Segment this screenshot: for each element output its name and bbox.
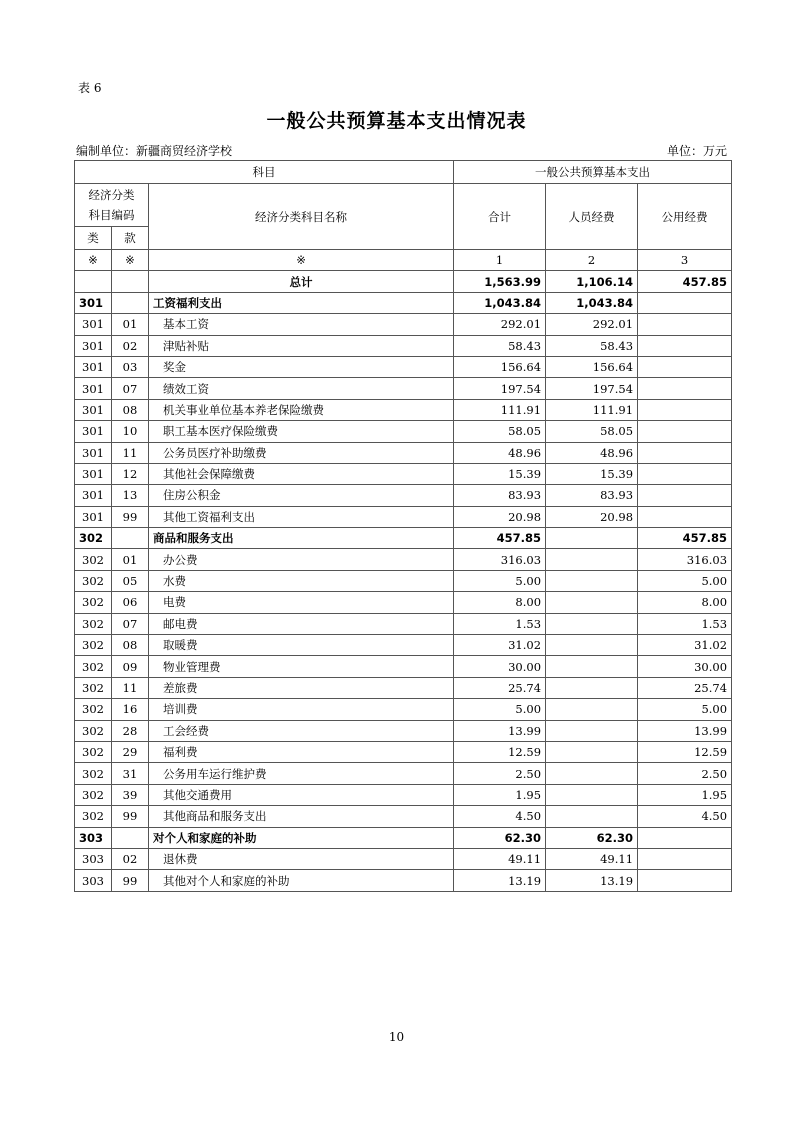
- kuan-cell: 11: [112, 677, 149, 698]
- public-cell: 316.03: [638, 549, 732, 570]
- table-row: [75, 677, 732, 698]
- column-number: 3: [638, 250, 732, 271]
- lei-cell: 301: [75, 292, 112, 313]
- lei-cell: 302: [75, 656, 112, 677]
- total-cell: 12.59: [454, 741, 546, 762]
- kuan-cell: 29: [112, 741, 149, 762]
- total-cell: 58.43: [454, 335, 546, 356]
- table-row: [75, 848, 732, 869]
- total-cell: 31.02: [454, 635, 546, 656]
- total-cell: 48.96: [454, 442, 546, 463]
- total-cell: 62.30: [454, 827, 546, 848]
- personnel-cell: 58.05: [546, 421, 638, 442]
- lei-cell: 301: [75, 335, 112, 356]
- table-row: [75, 292, 732, 313]
- personnel-cell: 49.11: [546, 848, 638, 869]
- public-header: 公用经费: [638, 184, 732, 250]
- personnel-cell: 1,043.84: [546, 292, 638, 313]
- personnel-cell: 197.54: [546, 378, 638, 399]
- column-number: 1: [454, 250, 546, 271]
- name-cell: 取暖费: [149, 635, 454, 656]
- kuan-cell: 03: [112, 356, 149, 377]
- table-row: [75, 635, 732, 656]
- personnel-cell: [546, 806, 638, 827]
- public-cell: [638, 378, 732, 399]
- total-cell: 316.03: [454, 549, 546, 570]
- compiling-unit: 编制单位：新疆商贸经济学校: [76, 144, 233, 158]
- name-cell: 其他对个人和家庭的补助: [149, 870, 454, 891]
- general-budget-header: 一般公共预算基本支出: [454, 161, 732, 184]
- lei-cell: 301: [75, 378, 112, 399]
- table-row: [75, 506, 732, 527]
- table-row: [75, 356, 732, 377]
- public-cell: 12.59: [638, 741, 732, 762]
- table-row: [75, 314, 732, 335]
- econ-code-header: 经济分类科目编码: [75, 184, 149, 227]
- public-cell: 1.95: [638, 784, 732, 805]
- personnel-cell: 83.93: [546, 485, 638, 506]
- personnel-cell: [546, 677, 638, 698]
- name-cell: 培训费: [149, 699, 454, 720]
- lei-cell: 302: [75, 592, 112, 613]
- lei-cell: 303: [75, 848, 112, 869]
- public-cell: [638, 848, 732, 869]
- lei-cell: 302: [75, 806, 112, 827]
- name-cell: 邮电费: [149, 613, 454, 634]
- personnel-cell: [546, 720, 638, 741]
- lei-cell: 302: [75, 763, 112, 784]
- table-row: [75, 570, 732, 591]
- total-cell: 20.98: [454, 506, 546, 527]
- lei-cell: 302: [75, 635, 112, 656]
- personnel-cell: [546, 635, 638, 656]
- name-cell: 工资福利支出: [149, 292, 454, 313]
- kuan-cell: 07: [112, 378, 149, 399]
- lei-cell: 301: [75, 442, 112, 463]
- currency-unit: 单位：万元: [666, 144, 727, 158]
- name-cell: 差旅费: [149, 677, 454, 698]
- personnel-cell: [546, 741, 638, 762]
- lei-cell: 301: [75, 506, 112, 527]
- public-cell: 2.50: [638, 763, 732, 784]
- personnel-cell: [546, 763, 638, 784]
- total-amount: 1,563.99: [454, 271, 546, 292]
- name-cell: 对个人和家庭的补助: [149, 827, 454, 848]
- total-cell: 13.19: [454, 870, 546, 891]
- lei-cell: 301: [75, 421, 112, 442]
- public-cell: [638, 463, 732, 484]
- name-cell: 住房公积金: [149, 485, 454, 506]
- name-cell: 津贴补贴: [149, 335, 454, 356]
- kuan-cell: [112, 827, 149, 848]
- total-cell: 4.50: [454, 806, 546, 827]
- personnel-cell: 62.30: [546, 827, 638, 848]
- name-cell: 办公费: [149, 549, 454, 570]
- name-cell: 基本工资: [149, 314, 454, 335]
- table-row: [75, 549, 732, 570]
- personnel-header: 人员经费: [546, 184, 638, 250]
- kuan-cell: 12: [112, 463, 149, 484]
- table-row: [75, 463, 732, 484]
- total-header: 合计: [454, 184, 546, 250]
- public-cell: 8.00: [638, 592, 732, 613]
- personnel-cell: [546, 656, 638, 677]
- kuan-cell: 02: [112, 848, 149, 869]
- lei-cell: 301: [75, 463, 112, 484]
- total-cell: 30.00: [454, 656, 546, 677]
- kuan-cell: 02: [112, 335, 149, 356]
- total-cell: 5.00: [454, 570, 546, 591]
- total-personnel: 1,106.14: [546, 271, 638, 292]
- public-cell: 4.50: [638, 806, 732, 827]
- kuan-cell: 39: [112, 784, 149, 805]
- econ-name-header: 经济分类科目名称: [149, 184, 454, 250]
- personnel-cell: 13.19: [546, 870, 638, 891]
- table-row: [75, 656, 732, 677]
- budget-table: [74, 160, 732, 892]
- personnel-cell: [546, 613, 638, 634]
- table-row: [75, 741, 732, 762]
- total-cell: 457.85: [454, 528, 546, 549]
- name-cell: 电费: [149, 592, 454, 613]
- public-cell: 13.99: [638, 720, 732, 741]
- kuan-cell: 31: [112, 763, 149, 784]
- name-cell: 水费: [149, 570, 454, 591]
- total-cell: 111.91: [454, 399, 546, 420]
- total-cell: 2.50: [454, 763, 546, 784]
- public-cell: 25.74: [638, 677, 732, 698]
- table-row: [75, 699, 732, 720]
- lei-cell: 302: [75, 613, 112, 634]
- public-cell: [638, 399, 732, 420]
- kuan-cell: 99: [112, 806, 149, 827]
- public-cell: [638, 827, 732, 848]
- table-row: [75, 421, 732, 442]
- lei-cell: 302: [75, 741, 112, 762]
- total-cell: 5.00: [454, 699, 546, 720]
- total-kuan: [112, 271, 149, 292]
- total-cell: 15.39: [454, 463, 546, 484]
- name-cell: 其他社会保障缴费: [149, 463, 454, 484]
- name-cell: 职工基本医疗保险缴费: [149, 421, 454, 442]
- kuan-cell: 06: [112, 592, 149, 613]
- total-cell: 49.11: [454, 848, 546, 869]
- public-cell: [638, 335, 732, 356]
- kuan-header: 款: [112, 227, 149, 250]
- table-row: [75, 442, 732, 463]
- lei-cell: 301: [75, 399, 112, 420]
- name-cell: 奖金: [149, 356, 454, 377]
- personnel-cell: [546, 528, 638, 549]
- total-lei: [75, 271, 112, 292]
- kuan-cell: 28: [112, 720, 149, 741]
- public-cell: [638, 314, 732, 335]
- total-cell: 8.00: [454, 592, 546, 613]
- lei-cell: 303: [75, 870, 112, 891]
- mark-cell: ※: [149, 250, 454, 271]
- name-cell: 工会经费: [149, 720, 454, 741]
- personnel-cell: [546, 592, 638, 613]
- total-cell: 13.99: [454, 720, 546, 741]
- kuan-cell: [112, 292, 149, 313]
- personnel-cell: [546, 549, 638, 570]
- total-cell: 25.74: [454, 677, 546, 698]
- personnel-cell: 156.64: [546, 356, 638, 377]
- public-cell: [638, 506, 732, 527]
- mark-cell: ※: [112, 250, 149, 271]
- lei-cell: 302: [75, 720, 112, 741]
- lei-cell: 302: [75, 677, 112, 698]
- kuan-cell: 11: [112, 442, 149, 463]
- name-cell: 商品和服务支出: [149, 528, 454, 549]
- personnel-cell: 48.96: [546, 442, 638, 463]
- total-cell: 1,043.84: [454, 292, 546, 313]
- kuan-cell: 05: [112, 570, 149, 591]
- total-cell: 83.93: [454, 485, 546, 506]
- total-cell: 292.01: [454, 314, 546, 335]
- lei-cell: 302: [75, 699, 112, 720]
- kuan-cell: 08: [112, 399, 149, 420]
- column-number: 2: [546, 250, 638, 271]
- public-cell: 1.53: [638, 613, 732, 634]
- lei-cell: 303: [75, 827, 112, 848]
- table-row: [75, 806, 732, 827]
- total-cell: 156.64: [454, 356, 546, 377]
- total-row: [75, 271, 732, 292]
- personnel-cell: 292.01: [546, 314, 638, 335]
- total-cell: 58.05: [454, 421, 546, 442]
- kuan-cell: 01: [112, 549, 149, 570]
- table-row: [75, 613, 732, 634]
- public-cell: 5.00: [638, 570, 732, 591]
- kuan-cell: 09: [112, 656, 149, 677]
- public-cell: [638, 870, 732, 891]
- kuan-cell: 16: [112, 699, 149, 720]
- name-cell: 机关事业单位基本养老保险缴费: [149, 399, 454, 420]
- subject-header: 科目: [75, 161, 454, 184]
- table-row: [75, 763, 732, 784]
- kuan-cell: 99: [112, 870, 149, 891]
- table-row: [75, 870, 732, 891]
- table-row: [75, 335, 732, 356]
- public-cell: [638, 442, 732, 463]
- lei-cell: 301: [75, 314, 112, 335]
- total-cell: 1.95: [454, 784, 546, 805]
- personnel-cell: 111.91: [546, 399, 638, 420]
- public-cell: 31.02: [638, 635, 732, 656]
- name-cell: 其他交通费用: [149, 784, 454, 805]
- table-row: [75, 399, 732, 420]
- personnel-cell: [546, 784, 638, 805]
- table-row: [75, 485, 732, 506]
- lei-cell: 302: [75, 549, 112, 570]
- personnel-cell: 15.39: [546, 463, 638, 484]
- public-cell: 30.00: [638, 656, 732, 677]
- name-cell: 福利费: [149, 741, 454, 762]
- table-row: [75, 378, 732, 399]
- total-cell: 197.54: [454, 378, 546, 399]
- name-cell: 绩效工资: [149, 378, 454, 399]
- public-cell: [638, 485, 732, 506]
- name-cell: 其他商品和服务支出: [149, 806, 454, 827]
- lei-cell: 302: [75, 528, 112, 549]
- public-cell: [638, 356, 732, 377]
- lei-cell: 301: [75, 485, 112, 506]
- page-number: 10: [388, 1030, 405, 1044]
- name-cell: 公务员医疗补助缴费: [149, 442, 454, 463]
- kuan-cell: 99: [112, 506, 149, 527]
- personnel-cell: 58.43: [546, 335, 638, 356]
- table-row: [75, 592, 732, 613]
- table-row: [75, 720, 732, 741]
- public-cell: [638, 421, 732, 442]
- page-title: 一般公共预算基本支出情况表: [266, 110, 527, 132]
- lei-header: 类: [75, 227, 112, 250]
- public-cell: 457.85: [638, 528, 732, 549]
- kuan-cell: 01: [112, 314, 149, 335]
- total-cell: 1.53: [454, 613, 546, 634]
- total-label: 总计: [149, 271, 454, 292]
- lei-cell: 302: [75, 570, 112, 591]
- kuan-cell: [112, 528, 149, 549]
- total-public: 457.85: [638, 271, 732, 292]
- lei-cell: 301: [75, 356, 112, 377]
- table-label: 表 6: [78, 81, 102, 95]
- personnel-cell: [546, 699, 638, 720]
- kuan-cell: 07: [112, 613, 149, 634]
- table-row: [75, 784, 732, 805]
- table-row: [75, 827, 732, 848]
- table-row: [75, 528, 732, 549]
- name-cell: 公务用车运行维护费: [149, 763, 454, 784]
- public-cell: [638, 292, 732, 313]
- kuan-cell: 10: [112, 421, 149, 442]
- public-cell: 5.00: [638, 699, 732, 720]
- kuan-cell: 08: [112, 635, 149, 656]
- name-cell: 退休费: [149, 848, 454, 869]
- mark-cell: ※: [75, 250, 112, 271]
- name-cell: 其他工资福利支出: [149, 506, 454, 527]
- personnel-cell: 20.98: [546, 506, 638, 527]
- name-cell: 物业管理费: [149, 656, 454, 677]
- kuan-cell: 13: [112, 485, 149, 506]
- lei-cell: 302: [75, 784, 112, 805]
- personnel-cell: [546, 570, 638, 591]
